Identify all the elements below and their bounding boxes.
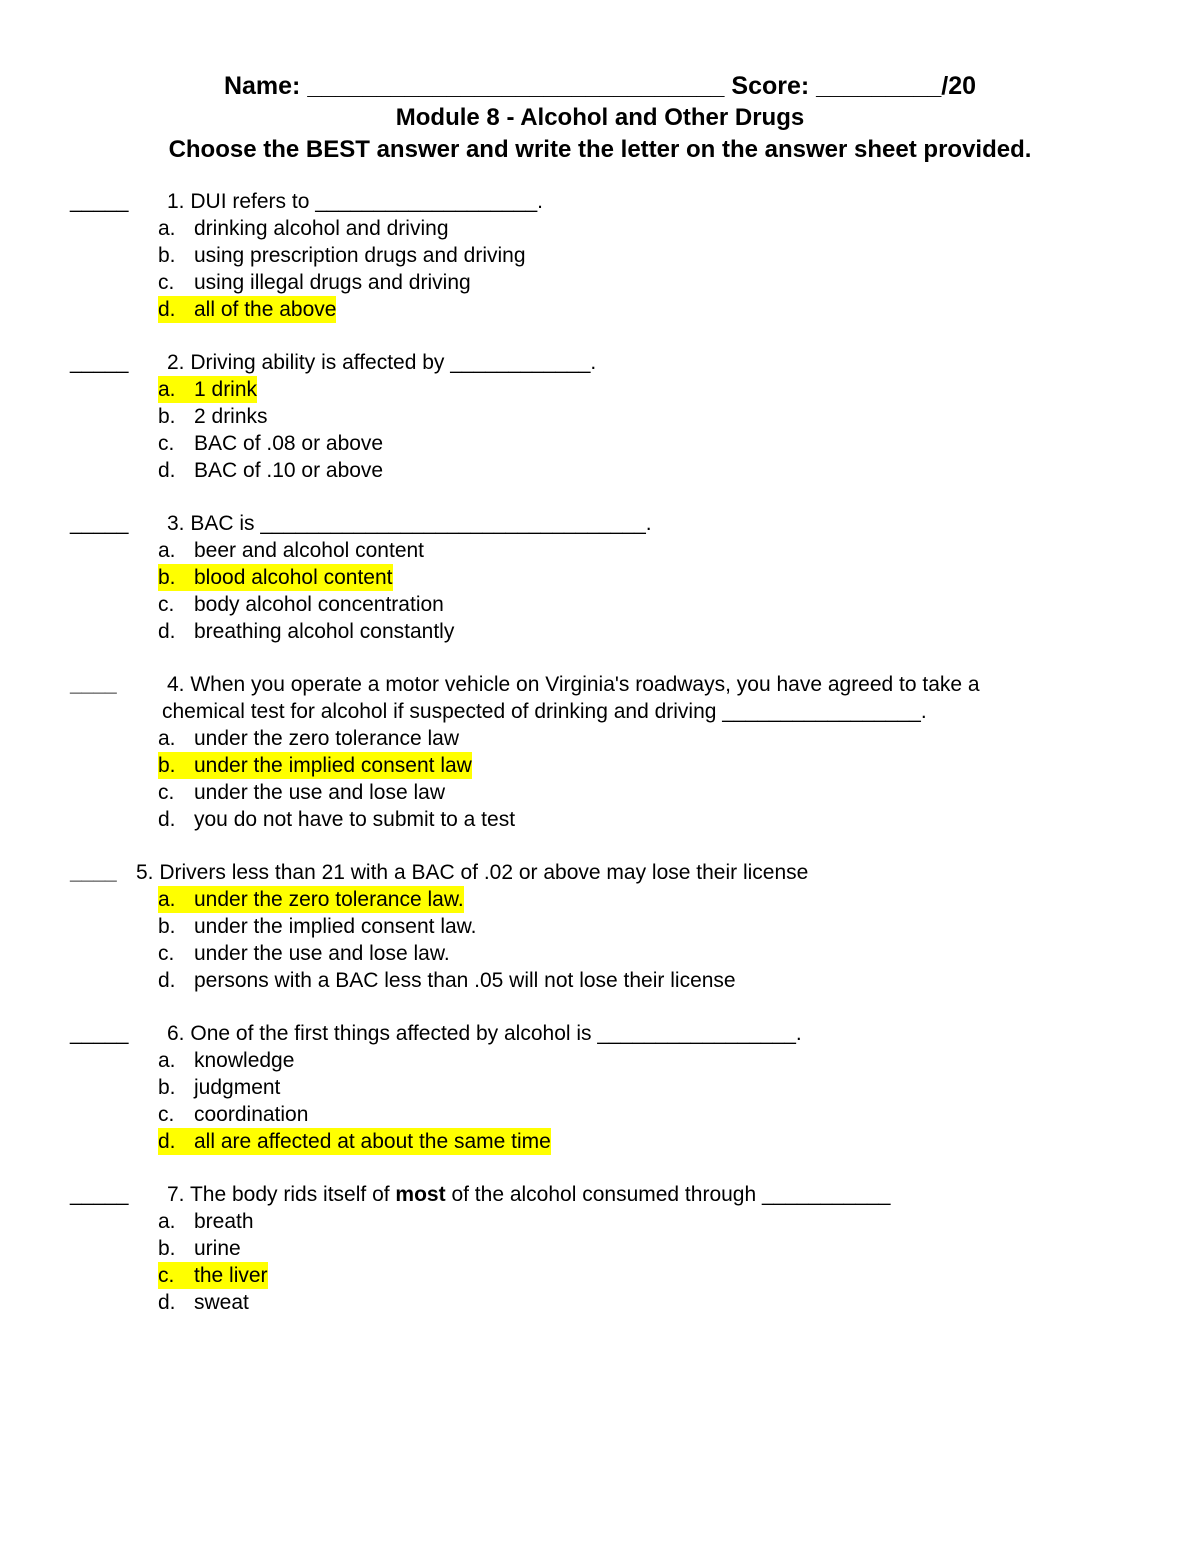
question-4 bbox=[70, 671, 1150, 833]
option-text: under the implied consent law bbox=[194, 754, 472, 777]
answer-blank[interactable]: _____ bbox=[70, 190, 129, 213]
option-letter: c. bbox=[158, 593, 175, 616]
answer-blank[interactable]: ____ bbox=[70, 861, 117, 884]
option-letter: d. bbox=[158, 1130, 176, 1153]
option-a[interactable] bbox=[70, 537, 1150, 564]
option-letter: d. bbox=[158, 808, 176, 831]
option-highlight bbox=[158, 752, 472, 779]
option-highlight bbox=[158, 940, 450, 967]
option-letter: a. bbox=[158, 1049, 176, 1072]
option-letter: c. bbox=[158, 1264, 175, 1287]
option-letter: b. bbox=[158, 754, 176, 777]
score-label: Score: bbox=[731, 72, 810, 100]
option-highlight bbox=[158, 269, 471, 296]
option-d[interactable] bbox=[70, 296, 1150, 323]
question-number: 7. bbox=[167, 1183, 185, 1206]
option-letter: b. bbox=[158, 915, 176, 938]
option-text: you do not have to submit to a test bbox=[194, 808, 516, 831]
score-total: /20 bbox=[941, 72, 977, 100]
answer-blank[interactable]: ____ bbox=[70, 673, 117, 696]
question-text-emphasis: most bbox=[395, 1183, 446, 1206]
name-score-line bbox=[0, 70, 1200, 102]
option-highlight bbox=[158, 725, 459, 752]
option-text: 2 drinks bbox=[194, 405, 268, 428]
option-b[interactable] bbox=[70, 913, 1150, 940]
option-letter: a. bbox=[158, 888, 176, 911]
question-7 bbox=[70, 1181, 1150, 1316]
question-number: 3. bbox=[167, 512, 185, 535]
question-text: DUI refers to ___________________. bbox=[190, 190, 543, 213]
option-text: all of the above bbox=[194, 298, 337, 321]
option-highlight bbox=[158, 376, 257, 403]
option-text: using illegal drugs and driving bbox=[194, 271, 471, 294]
option-b[interactable] bbox=[70, 1074, 1150, 1101]
option-a[interactable] bbox=[70, 886, 1150, 913]
question-text: BAC is _________________________________. bbox=[190, 512, 652, 535]
option-letter: d. bbox=[158, 620, 176, 643]
answer-blank[interactable]: _____ bbox=[70, 1022, 129, 1045]
option-highlight bbox=[158, 564, 393, 591]
question-1 bbox=[70, 188, 1150, 323]
option-text: drinking alcohol and driving bbox=[194, 217, 449, 240]
question-6 bbox=[70, 1020, 1150, 1155]
question-text-continued: chemical test for alcohol if suspected of drinking and driving _________________. bbox=[162, 700, 927, 723]
option-d[interactable] bbox=[70, 1128, 1150, 1155]
option-letter: a. bbox=[158, 1210, 176, 1233]
option-letter: d. bbox=[158, 969, 176, 992]
option-text: breathing alcohol constantly bbox=[194, 620, 455, 643]
option-text: coordination bbox=[194, 1103, 309, 1126]
option-letter: a. bbox=[158, 378, 176, 401]
option-text: body alcohol concentration bbox=[194, 593, 444, 616]
option-c[interactable] bbox=[70, 1101, 1150, 1128]
option-highlight bbox=[158, 886, 464, 913]
option-highlight bbox=[158, 296, 336, 323]
option-letter: c. bbox=[158, 1103, 175, 1126]
answer-blank[interactable]: _____ bbox=[70, 1183, 129, 1206]
option-c[interactable] bbox=[70, 430, 1150, 457]
question-3 bbox=[70, 510, 1150, 645]
option-d[interactable] bbox=[70, 967, 1150, 994]
option-letter: c. bbox=[158, 942, 175, 965]
option-d[interactable] bbox=[70, 1289, 1150, 1316]
option-highlight bbox=[158, 779, 445, 806]
option-list bbox=[70, 537, 1150, 645]
option-letter: b. bbox=[158, 405, 176, 428]
option-highlight bbox=[158, 1235, 241, 1262]
option-d[interactable] bbox=[70, 618, 1150, 645]
option-highlight bbox=[158, 1128, 551, 1155]
option-letter: a. bbox=[158, 539, 176, 562]
option-highlight bbox=[158, 1262, 268, 1289]
option-c[interactable] bbox=[70, 591, 1150, 618]
option-highlight bbox=[158, 591, 444, 618]
option-text: judgment bbox=[194, 1076, 281, 1099]
option-text: the liver bbox=[194, 1264, 268, 1287]
option-highlight bbox=[158, 967, 736, 994]
option-text: urine bbox=[194, 1237, 241, 1260]
name-blank[interactable]: ______________________________ bbox=[307, 72, 725, 100]
option-letter: a. bbox=[158, 727, 176, 750]
option-text: sweat bbox=[194, 1291, 249, 1314]
option-letter: d. bbox=[158, 459, 176, 482]
question-text: When you operate a motor vehicle on Virginia's roadways, you have agreed to take a bbox=[190, 673, 980, 696]
option-a[interactable] bbox=[70, 376, 1150, 403]
question-stem bbox=[70, 349, 1150, 376]
name-label: Name: bbox=[223, 72, 301, 100]
option-text: using prescription drugs and driving bbox=[194, 244, 526, 267]
option-text: BAC of .10 or above bbox=[194, 459, 384, 482]
question-stem bbox=[70, 188, 1150, 215]
option-list bbox=[70, 376, 1150, 484]
option-d[interactable] bbox=[70, 457, 1150, 484]
option-letter: b. bbox=[158, 1237, 176, 1260]
answer-blank[interactable]: _____ bbox=[70, 351, 129, 374]
option-highlight bbox=[158, 1047, 294, 1074]
option-b[interactable] bbox=[70, 1235, 1150, 1262]
option-highlight bbox=[158, 457, 383, 484]
option-text: knowledge bbox=[194, 1049, 295, 1072]
option-list bbox=[70, 215, 1150, 323]
instructions: Choose the BEST answer and write the letter on the answer sheet provided. bbox=[168, 136, 1032, 163]
option-letter: b. bbox=[158, 566, 176, 589]
option-highlight bbox=[158, 1074, 280, 1101]
option-text: under the zero tolerance law. bbox=[194, 888, 464, 911]
option-letter: b. bbox=[158, 1076, 176, 1099]
question-stem bbox=[70, 1181, 1150, 1208]
question-number: 6. bbox=[167, 1022, 185, 1045]
option-letter: b. bbox=[158, 244, 176, 267]
option-highlight bbox=[158, 242, 526, 269]
option-list bbox=[70, 1047, 1150, 1155]
answer-blank[interactable]: _____ bbox=[70, 512, 129, 535]
question-number: 1. bbox=[167, 190, 185, 213]
option-highlight bbox=[158, 1101, 308, 1128]
option-text: blood alcohol content bbox=[194, 566, 393, 589]
option-text: under the zero tolerance law bbox=[194, 727, 459, 750]
option-text: all are affected at about the same time bbox=[194, 1130, 551, 1153]
option-b[interactable] bbox=[70, 564, 1150, 591]
option-highlight bbox=[158, 1289, 249, 1316]
question-2 bbox=[70, 349, 1150, 484]
option-text: breath bbox=[194, 1210, 254, 1233]
option-d[interactable] bbox=[70, 806, 1150, 833]
question-number: 5. bbox=[136, 861, 154, 884]
option-a[interactable] bbox=[70, 215, 1150, 242]
option-text: persons with a BAC less than .05 will not lose their license bbox=[194, 969, 736, 992]
option-letter: c. bbox=[158, 271, 175, 294]
question-text: Driving ability is affected by ____________. bbox=[190, 351, 597, 374]
option-highlight bbox=[158, 913, 477, 940]
question-stem bbox=[70, 1020, 1150, 1047]
option-b[interactable] bbox=[70, 752, 1150, 779]
option-b[interactable] bbox=[70, 403, 1150, 430]
option-list bbox=[70, 725, 1150, 833]
question-stem bbox=[70, 510, 1150, 537]
option-highlight bbox=[158, 1208, 254, 1235]
option-highlight bbox=[158, 618, 454, 645]
option-highlight bbox=[158, 537, 424, 564]
question-list bbox=[70, 188, 1150, 1342]
option-letter: a. bbox=[158, 217, 176, 240]
option-letter: c. bbox=[158, 781, 175, 804]
question-stem bbox=[70, 671, 1150, 698]
question-5 bbox=[70, 859, 1150, 994]
option-text: under the use and lose law. bbox=[194, 942, 450, 965]
option-text: under the implied consent law. bbox=[194, 915, 477, 938]
score-blank[interactable]: _________ bbox=[816, 72, 942, 100]
option-text: under the use and lose law bbox=[194, 781, 446, 804]
option-c[interactable] bbox=[70, 779, 1150, 806]
option-a[interactable] bbox=[70, 1208, 1150, 1235]
option-text: 1 drink bbox=[194, 378, 258, 401]
option-c[interactable] bbox=[70, 269, 1150, 296]
question-stem bbox=[70, 859, 1150, 886]
option-highlight bbox=[158, 403, 268, 430]
option-list bbox=[70, 886, 1150, 994]
option-letter: c. bbox=[158, 432, 175, 455]
question-text-pre: The body rids itself of bbox=[189, 1183, 390, 1206]
question-number: 4. bbox=[167, 673, 185, 696]
worksheet-header bbox=[0, 70, 1200, 166]
option-text: beer and alcohol content bbox=[194, 539, 425, 562]
option-highlight bbox=[158, 215, 449, 242]
option-b[interactable] bbox=[70, 242, 1150, 269]
option-highlight bbox=[158, 430, 383, 457]
option-letter: d. bbox=[158, 1291, 176, 1314]
question-text-post: of the alcohol consumed through ___________ bbox=[451, 1183, 891, 1206]
option-c[interactable] bbox=[70, 1262, 1150, 1289]
option-highlight bbox=[158, 806, 515, 833]
question-text: Drivers less than 21 with a BAC of .02 or above may lose their license bbox=[159, 861, 809, 884]
option-a[interactable] bbox=[70, 725, 1150, 752]
question-text: One of the first things affected by alcohol is _________________. bbox=[190, 1022, 802, 1045]
option-list bbox=[70, 1208, 1150, 1316]
option-text: BAC of .08 or above bbox=[194, 432, 384, 455]
page-title: Module 8 - Alcohol and Other Drugs bbox=[395, 104, 805, 131]
option-a[interactable] bbox=[70, 1047, 1150, 1074]
option-c[interactable] bbox=[70, 940, 1150, 967]
option-letter: d. bbox=[158, 298, 176, 321]
question-number: 2. bbox=[167, 351, 185, 374]
